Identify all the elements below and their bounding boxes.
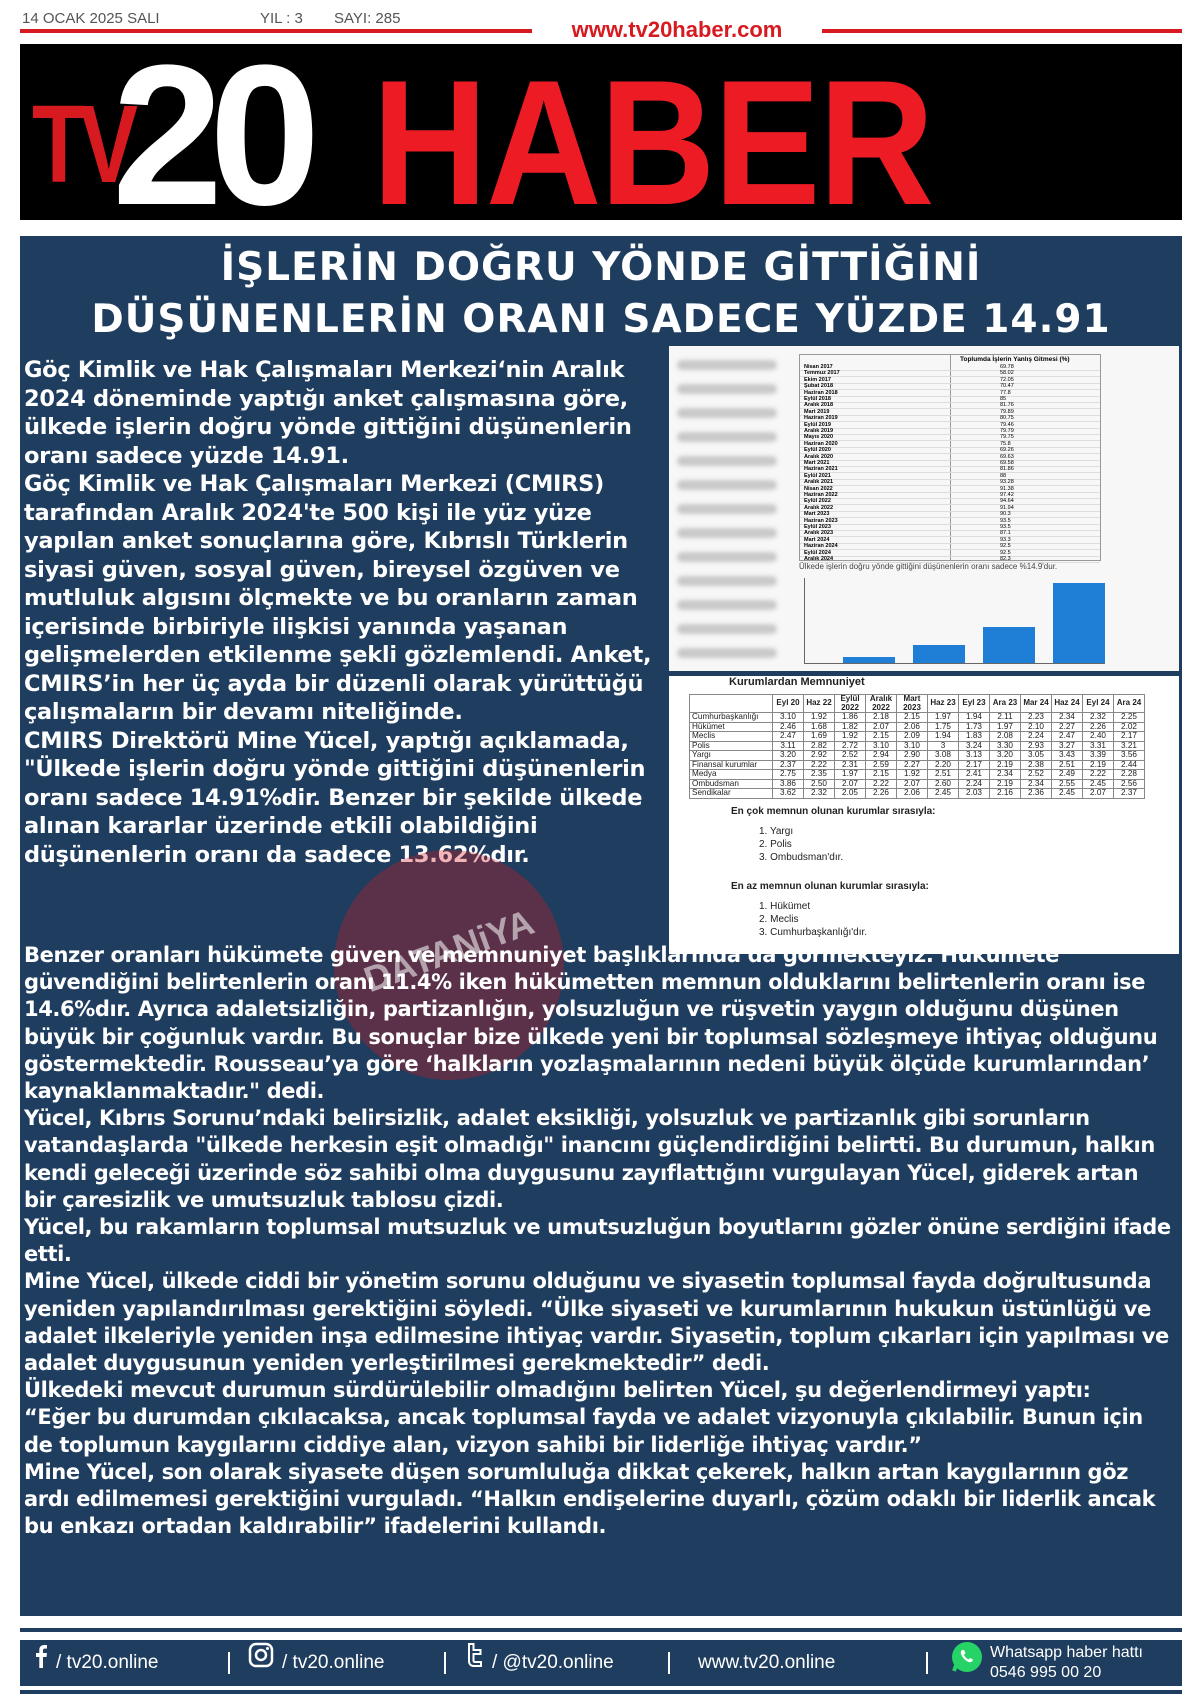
survey-cell: 2.03 <box>959 789 990 799</box>
trend-table <box>799 354 1101 561</box>
survey-cell: 2.15 <box>866 732 897 742</box>
survey-cell: 2.19 <box>990 760 1021 770</box>
trend-figure <box>669 346 1179 671</box>
trend-table-period: Ekim 2017 <box>804 376 831 383</box>
survey-cell: 2.36 <box>1021 789 1052 799</box>
survey-row-label: Cumhurbaşkanlığı <box>690 713 773 723</box>
survey-cell: 2.17 <box>1114 732 1145 742</box>
survey-cell: 2.34 <box>1021 779 1052 789</box>
trend-table-period: Haziran 2022 <box>804 492 838 498</box>
issue-year: YIL : 3 <box>260 10 303 27</box>
trend-bar <box>843 657 895 663</box>
headline <box>20 242 1182 346</box>
trend-table-period: Haziran 2020 <box>804 440 838 447</box>
survey-cell: 2.34 <box>1052 713 1083 723</box>
survey-row <box>690 770 1145 780</box>
trend-table-rule <box>800 421 1100 422</box>
trend-table-period: Mayıs 2020 <box>804 434 834 441</box>
trend-table-value: 69.78 <box>1000 364 1014 370</box>
trend-table-period: Haziran 2021 <box>804 466 838 473</box>
survey-cell: 2.40 <box>1083 732 1114 742</box>
trend-table-value: 75.8 <box>1000 440 1011 447</box>
trend-table-value: 82.3 <box>1000 556 1011 562</box>
survey-cell: 1.97 <box>928 713 959 723</box>
survey-cell: 1.92 <box>804 713 835 723</box>
survey-cell: 2.49 <box>1052 770 1083 780</box>
survey-cell: 2.60 <box>928 779 959 789</box>
survey-cell: 3.08 <box>928 751 959 761</box>
most-item-2: 2. Polis <box>759 839 792 850</box>
trend-table-rule <box>800 396 1100 397</box>
survey-cell: 2.59 <box>866 760 897 770</box>
survey-cell: 2.24 <box>959 779 990 789</box>
survey-cell: 2.52 <box>1021 770 1052 780</box>
survey-cell: 3.21 <box>1114 741 1145 751</box>
trend-table-value: 92.5 <box>1000 549 1011 556</box>
watermark-text: DATANiYA <box>358 900 540 1001</box>
trend-table-value: 85 <box>1000 396 1007 402</box>
survey-cell: 2.05 <box>835 789 866 799</box>
survey-cell: 2.22 <box>804 760 835 770</box>
survey-cell: 2.32 <box>804 789 835 799</box>
trend-table-value: 91.38 <box>1000 485 1014 492</box>
survey-cell: 2.24 <box>1021 732 1052 742</box>
trend-table-value: 93.3 <box>1000 536 1011 543</box>
trend-table-period: Aralık 2021 <box>804 479 834 486</box>
survey-cell: 2.27 <box>1052 722 1083 732</box>
paragraph: Göç Kimlik ve Hak Çalışmaları Merkezi (CMIRS) tarafından Aralık 2024'te 500 kişi ile yüz yüze yapılan anket sonuçlarına göre, Kıbrıslı Türklerin siyasi güven, sosyal güven, bireysel özgüven ve mutluluk algısını ölçmekte ve bu oranların zaman içerisinde birbiriyle ilişkisi yanında yaşanan gelişmelerden etkilenme şekli gözlemlendi. Anket, CMIRS’in her üç ayda bir düzenli olarak yürüttüğü çalışmaların bir devamı niteliğinde. <box>24 471 652 725</box>
survey-cell: 1.92 <box>897 770 928 780</box>
survey-cell: 3.05 <box>1021 751 1052 761</box>
paragraph: “Eğer bu durumdan çıkılacaksa, ancak toplumsal fayda ve adalet vizyonuyla çıkılabilir. Bunun için de toplumun kaygılarını ciddiye alan, vizyon sahibi bir liderliğe ihtiyaç vardır.” <box>24 1405 1143 1457</box>
survey-cell: 1.73 <box>959 722 990 732</box>
survey-row-label: Hükümet <box>690 722 773 732</box>
trend-table-period: Aralık 2020 <box>804 453 834 460</box>
survey-cell: 2.19 <box>1083 760 1114 770</box>
trend-table-rule <box>800 434 1100 435</box>
instagram-icon <box>248 1640 274 1686</box>
trend-table-period: Eylül 2024 <box>804 549 831 556</box>
paragraph: Yücel, bu rakamların toplumsal mutsuzluk ve umutsuzluğun boyutlarını gözler önüne serdiğini ifade etti. <box>24 1215 1171 1267</box>
trend-table-period: Eylül 2022 <box>804 498 831 505</box>
headline-line-1: İŞLERİN DOĞRU YÖNDE GİTTİĞİNİ <box>220 245 982 290</box>
trend-table-period: Aralık 2019 <box>804 428 834 434</box>
survey-cell: 2.82 <box>804 741 835 751</box>
trend-table-value: 79.46 <box>1000 421 1014 428</box>
survey-cell: 2.47 <box>1052 732 1083 742</box>
survey-cell: 2.20 <box>928 760 959 770</box>
issue-number: SAYI: 285 <box>334 10 401 27</box>
trend-table-rule <box>800 402 1100 403</box>
survey-column-header: Eyl 20 <box>773 695 804 713</box>
instagram-link[interactable] <box>248 1640 384 1686</box>
facebook-handle: / tv20.online <box>56 1652 159 1674</box>
trend-table-rule <box>800 485 1100 486</box>
survey-corner <box>690 695 773 713</box>
facebook-icon <box>34 1640 48 1686</box>
survey-cell: 2.51 <box>928 770 959 780</box>
trend-table-period: Mart 2024 <box>804 536 830 543</box>
issue-date: 14 OCAK 2025 SALI <box>22 10 160 27</box>
website-link[interactable]: www.tv20.online <box>698 1652 836 1673</box>
survey-cell: 3.43 <box>1052 751 1083 761</box>
survey-cell: 2.27 <box>897 760 928 770</box>
survey-cell: 2.22 <box>866 779 897 789</box>
survey-cell: 2.18 <box>866 713 897 723</box>
survey-cell: 1.75 <box>928 722 959 732</box>
trend-table-value: 97.42 <box>1000 492 1014 498</box>
trend-bar <box>1053 583 1105 663</box>
trend-table-rule <box>800 472 1100 473</box>
survey-cell: 2.07 <box>866 722 897 732</box>
survey-cell: 1.94 <box>959 713 990 723</box>
survey-cell: 1.94 <box>928 732 959 742</box>
survey-column-header: Eyl 24 <box>1083 695 1114 713</box>
trend-table-period: Mart 2023 <box>804 511 830 518</box>
trend-table-rule <box>800 440 1100 441</box>
trend-table-value: 93.5 <box>1000 524 1011 530</box>
paragraph: Benzer oranları hükümete güven ve memnuniyet başlıklarında da görmekteyiz. Hükümete güvendiğini belirtenlerin oranı 11.4% iken hükümetten memnun olduklarını belirtenlerin oranı ise 14.6%dır. Ayrıca adaletsizliğin, partizanlığın, yolsuzluğun ve rüşvetin yaygın olduğunu düşünen büyük bir çoğunluk vardır. Bu sonuçlar bize ülkede yeni bir toplumsal sözleşmeye ihtiyaç olduğunu göstermektedir. Rousseau’ya göre ‘halkların yozlaşmalarının nedeni büyük ölçüde kurumlarından’ kaynaklanmaktadır." dedi. <box>24 943 1158 1104</box>
trend-bar <box>983 627 1035 663</box>
trend-table-value: 87.1 <box>1000 530 1011 537</box>
survey-cell: 2.45 <box>928 789 959 799</box>
survey-cell: 2.44 <box>1114 760 1145 770</box>
survey-cell: 2.07 <box>897 779 928 789</box>
trend-table-rule <box>800 498 1100 499</box>
trend-table-value: 69.26 <box>1000 447 1014 454</box>
survey-row-label: Yargı <box>690 751 773 761</box>
footer-divider <box>668 1652 670 1674</box>
survey-cell: 2.23 <box>1021 713 1052 723</box>
masthead <box>20 44 1182 220</box>
trend-table-period: Haziran 2018 <box>804 389 838 396</box>
trend-table-rule <box>800 524 1100 525</box>
survey-table <box>689 694 1145 799</box>
footer-divider <box>444 1652 446 1674</box>
paragraph: CMIRS Direktörü Mine Yücel, yaptığı açıklamada, "Ülkede işlerin doğru yönde gittiğini düşünenlerin oranı sadece 14.91%dir. Benzer bir şekilde ülkede alınan kararlar üzerinde etkili olabildiğini düşünenlerin oranı da sadece 13.62%dır. <box>24 727 646 868</box>
trend-table-rule <box>800 543 1100 544</box>
survey-row-label: Meclis <box>690 732 773 742</box>
survey-cell: 3.62 <box>773 789 804 799</box>
trend-table-period: Nisan 2017 <box>804 364 833 370</box>
survey-cell: 2.19 <box>990 779 1021 789</box>
site-url-link[interactable]: www.tv20haber.com <box>532 17 822 43</box>
survey-row <box>690 732 1145 742</box>
paragraph: Göç Kimlik ve Hak Çalışmaları Merkezi‘nin Aralık 2024 döneminde yaptığı anket çalışmasına göre, ülkede işlerin doğru yönde gittiğini düşünenlerin oranı sadece yüzde 14.91. <box>24 357 632 469</box>
survey-cell: 1.69 <box>804 732 835 742</box>
trend-table-rule <box>800 536 1100 537</box>
paragraph: Yücel, Kıbrıs Sorunu’ndaki belirsizlik, adalet eksikliği, yolsuzluk ve partizanlık gibi sorunların vatandaşlarda "ülkede herkesin eşit olmadığı" inancını güçlendirdiğini belirtti. Bu durumun, halkın kendi geleceği üzerinde söz sahibi olma duygusunu zayıflattığını vurgulayan Yücel, giderek artan bir çaresizlik ve umutsuzluk tablosu çizdi. <box>24 1106 1155 1212</box>
trend-table-period: Nisan 2022 <box>804 485 833 492</box>
article-full-text <box>24 942 1174 1540</box>
trend-table-rule <box>800 479 1100 480</box>
survey-cell: 2.52 <box>835 751 866 761</box>
trend-table-value: 69.58 <box>1000 460 1014 466</box>
survey-cell: 3.31 <box>1083 741 1114 751</box>
survey-cell: 3.20 <box>773 751 804 761</box>
survey-cell: 3.56 <box>1114 751 1145 761</box>
survey-cell: 1.83 <box>959 732 990 742</box>
survey-row <box>690 713 1145 723</box>
footer-divider <box>926 1652 928 1674</box>
trend-bar <box>913 645 965 663</box>
least-item-1: 1. Hükümet <box>759 901 811 912</box>
footer-rule <box>20 1628 1182 1632</box>
logo-20: 20 <box>112 44 307 220</box>
twitter-link[interactable] <box>464 1640 614 1686</box>
headline-line-2: DÜŞÜNENLERİN ORANI SADECE YÜZDE 14.91 <box>91 297 1111 342</box>
survey-cell: 2.07 <box>1083 789 1114 799</box>
survey-cell: 1.68 <box>804 722 835 732</box>
paragraph: Mine Yücel, son olarak siyasete düşen sorumluluğa dikkat çekerek, halkın artan kaygılarının göz ardı edilmemesi gerektiğini vurguladı. “Halkın endişelerine duyarlı, çözüm odaklı bir liderlik ancak bu enkazı ortadan kaldırabilir” ifadelerini kullandı. <box>24 1459 1156 1539</box>
footer-bottom-rule <box>20 1690 1182 1694</box>
least-satisfied-title: En az memnun olunan kurumlar sırasıyla: <box>731 881 929 892</box>
survey-cell: 2.06 <box>897 789 928 799</box>
trend-table-rule <box>800 549 1100 550</box>
survey-cell: 2.02 <box>1114 722 1145 732</box>
trend-caption: Ülkede işlerin doğru yönde gittiğini düşünenlerin oranı sadece %14.9'dur. <box>799 562 1058 571</box>
paragraph: Mine Yücel, ülkede ciddi bir yönetim sorunu olduğunu ve siyasetin toplumsal fayda doğrultusunda yeniden yapılandırılması gerektiğini söyledi. “Ülke siyaseti ve kurumlarının hukukun üstünlüğü ve adalet ilkeleriyle yeniden inşa edilmesine ihtiyaç vardır. Siyasetin, toplum çıkarları için yapılması ve adalet duygusunun yeniden yerleştirilmesi gerekmektedir” dedi. <box>24 1269 1169 1376</box>
survey-column-header: Ara 23 <box>990 695 1021 713</box>
trend-table-rule <box>800 453 1100 454</box>
survey-cell: 3.10 <box>897 741 928 751</box>
trend-table-value: 70.47 <box>1000 383 1014 390</box>
facebook-link[interactable] <box>34 1640 158 1686</box>
whatsapp-icon <box>950 1640 984 1692</box>
survey-cell: 2.32 <box>1083 713 1114 723</box>
trend-table-period: Aralık 2024 <box>804 556 834 562</box>
footer-bar <box>20 1640 1182 1686</box>
whatsapp-link[interactable] <box>950 1640 992 1686</box>
trend-table-period: Şubat 2018 <box>804 383 834 390</box>
survey-cell: 2.10 <box>1021 722 1052 732</box>
survey-cell: 2.06 <box>897 722 928 732</box>
survey-column-header: Eylül 2022 <box>835 695 866 713</box>
survey-row-label: Polis <box>690 741 773 751</box>
trend-table-rule <box>800 408 1100 409</box>
survey-cell: 1.97 <box>835 770 866 780</box>
survey-cell: 1.82 <box>835 722 866 732</box>
survey-cell: 2.22 <box>1083 770 1114 780</box>
trend-table-rule <box>800 517 1100 518</box>
survey-column-header: Ara 24 <box>1114 695 1145 713</box>
survey-row-label: Ombudsman <box>690 779 773 789</box>
survey-row-label: Medya <box>690 770 773 780</box>
survey-cell: 2.07 <box>835 779 866 789</box>
trend-table-rule <box>800 492 1100 493</box>
trend-table-rule <box>800 511 1100 512</box>
trend-table-period: Eylül 2020 <box>804 447 831 454</box>
twitter-handle: / @tv20.online <box>492 1652 614 1674</box>
survey-row <box>690 751 1145 761</box>
trend-table-value: 90.3 <box>1000 511 1011 518</box>
survey-cell: 3.30 <box>990 741 1021 751</box>
footer-divider <box>228 1652 230 1674</box>
survey-cell: 1.86 <box>835 713 866 723</box>
survey-title: Kurumlardan Memnuniyet <box>729 676 865 688</box>
trend-table-period: Eylül 2019 <box>804 421 831 428</box>
paragraph: Ülkedeki mevcut durumun sürdürülebilir olmadığını belirten Yücel, şu değerlendirmeyi yaptı: <box>24 1378 1091 1403</box>
logo-haber: HABER <box>372 44 933 220</box>
trend-table-value: 72.05 <box>1000 376 1014 383</box>
least-item-2: 2. Meclis <box>759 914 799 925</box>
trend-table-rule <box>800 460 1100 461</box>
survey-cell: 2.28 <box>1114 770 1145 780</box>
survey-cell: 2.17 <box>959 760 990 770</box>
trend-bar-chart <box>804 578 1105 664</box>
trend-table-value: 93.5 <box>1000 517 1011 524</box>
survey-cell: 2.25 <box>1114 713 1145 723</box>
survey-cell: 2.45 <box>1083 779 1114 789</box>
most-item-1: 1. Yargı <box>759 826 794 837</box>
survey-cell: 2.11 <box>990 713 1021 723</box>
survey-cell: 3.20 <box>990 751 1021 761</box>
trend-table-rule <box>800 466 1100 467</box>
survey-cell: 2.47 <box>773 732 804 742</box>
survey-cell: 2.09 <box>897 732 928 742</box>
survey-cell: 3 <box>928 741 959 751</box>
least-item-3: 3. Cumhurbaşkanlığı'dır. <box>759 927 868 938</box>
survey-column-header: Eyl 23 <box>959 695 990 713</box>
survey-cell: 2.41 <box>959 770 990 780</box>
trend-table-rule <box>800 370 1100 371</box>
trend-table-value: 91.94 <box>1000 504 1014 511</box>
survey-column-header: Mar 24 <box>1021 695 1052 713</box>
survey-cell: 3.86 <box>773 779 804 789</box>
trend-table-rule <box>800 383 1100 384</box>
survey-column-header: Haz 22 <box>804 695 835 713</box>
trend-table-rule <box>800 530 1100 531</box>
survey-cell: 2.51 <box>1052 760 1083 770</box>
survey-cell: 2.55 <box>1052 779 1083 789</box>
survey-cell: 2.50 <box>804 779 835 789</box>
trend-table-period: Haziran 2023 <box>804 517 838 524</box>
trend-table-value: 69.63 <box>1000 453 1014 460</box>
survey-row-label: Finansal kurumlar <box>690 760 773 770</box>
survey-column-header: Mart 2023 <box>897 695 928 713</box>
survey-cell: 2.15 <box>866 770 897 780</box>
trend-table-rule <box>800 389 1100 390</box>
trend-table-value: 79.79 <box>1000 428 1014 434</box>
trend-table-value: 81.76 <box>1000 402 1014 409</box>
trend-table-value: 80.75 <box>1000 415 1014 422</box>
survey-cell: 2.75 <box>773 770 804 780</box>
trend-table-value: 88 <box>1000 472 1007 479</box>
trend-table-period: Temmuz 2017 <box>804 370 840 377</box>
trend-table-value: 92.5 <box>1000 543 1011 550</box>
survey-cell: 2.38 <box>1021 760 1052 770</box>
survey-cell: 2.31 <box>835 760 866 770</box>
trend-table-rule <box>800 415 1100 416</box>
trend-table-rule <box>800 428 1100 429</box>
survey-cell: 2.94 <box>866 751 897 761</box>
survey-column-header: Aralık 2022 <box>866 695 897 713</box>
logo-tv: TV <box>32 83 132 206</box>
instagram-handle: / tv20.online <box>282 1652 385 1674</box>
survey-cell: 3.13 <box>959 751 990 761</box>
trend-table-value: 94.64 <box>1000 498 1014 505</box>
survey-cell: 3.39 <box>1083 751 1114 761</box>
survey-cell: 2.45 <box>1052 789 1083 799</box>
survey-cell: 3.10 <box>773 713 804 723</box>
whatsapp-text <box>990 1643 1143 1683</box>
trend-table-value: 77.8 <box>1000 389 1011 396</box>
blurred-list <box>669 346 789 671</box>
survey-cell: 2.90 <box>897 751 928 761</box>
trend-table-period: Aralık 2018 <box>804 402 834 409</box>
survey-cell: 1.97 <box>990 722 1021 732</box>
trend-table-period: Haziran 2019 <box>804 415 838 422</box>
survey-row-label: Sendikalar <box>690 789 773 799</box>
trend-table-period: Eylül 2023 <box>804 524 831 530</box>
most-satisfied-title: En çok memnun olunan kurumlar sırasıyla: <box>731 806 936 817</box>
trend-table-period: Eylül 2021 <box>804 472 831 479</box>
most-item-3: 3. Ombudsman'dır. <box>759 852 844 863</box>
trend-table-rule <box>800 447 1100 448</box>
whatsapp-number: 0546 995 00 20 <box>990 1664 1102 1681</box>
survey-cell: 3.11 <box>773 741 804 751</box>
trend-table-value: 81.86 <box>1000 466 1014 473</box>
trend-table-period: Mart 2019 <box>804 408 830 415</box>
survey-row <box>690 789 1145 799</box>
survey-cell: 2.15 <box>897 713 928 723</box>
trend-table-period: Eylül 2018 <box>804 396 831 402</box>
whatsapp-label: Whatsapp haber hattı <box>990 1644 1143 1661</box>
survey-cell: 2.92 <box>804 751 835 761</box>
trend-table-period: Mart 2021 <box>804 460 830 466</box>
survey-cell: 2.26 <box>1083 722 1114 732</box>
survey-cell: 2.08 <box>990 732 1021 742</box>
trend-table-rule <box>800 376 1100 377</box>
survey-column-header: Haz 24 <box>1052 695 1083 713</box>
survey-cell: 2.37 <box>1114 789 1145 799</box>
trend-table-value: 58.02 <box>1000 370 1014 377</box>
survey-column-header: Haz 23 <box>928 695 959 713</box>
survey-cell: 2.56 <box>1114 779 1145 789</box>
survey-cell: 2.26 <box>866 789 897 799</box>
survey-cell: 2.35 <box>804 770 835 780</box>
survey-figure <box>669 676 1179 954</box>
survey-cell: 2.16 <box>990 789 1021 799</box>
article-column-text <box>24 356 664 869</box>
survey-cell: 2.72 <box>835 741 866 751</box>
trend-table-value: 79.89 <box>1000 408 1014 415</box>
trend-table-rule <box>800 504 1100 505</box>
survey-cell: 1.92 <box>835 732 866 742</box>
survey-cell: 3.27 <box>1052 741 1083 751</box>
twitter-icon <box>464 1640 484 1686</box>
trend-table-period: Aralık 2022 <box>804 504 834 511</box>
survey-cell: 2.46 <box>773 722 804 732</box>
survey-cell: 3.10 <box>866 741 897 751</box>
survey-cell: 2.37 <box>773 760 804 770</box>
trend-table-value: 93.28 <box>1000 479 1014 486</box>
trend-table-rule <box>800 556 1100 557</box>
trend-table-period: Aralık 2023 <box>804 530 834 537</box>
trend-table-period: Haziran 2024 <box>804 543 838 550</box>
survey-cell: 2.34 <box>990 770 1021 780</box>
survey-cell: 2.93 <box>1021 741 1052 751</box>
survey-cell: 3.24 <box>959 741 990 751</box>
trend-table-header: Toplumda İşlerin Yanlış Gitmesi (%) <box>960 356 1070 363</box>
trend-table-value: 79.75 <box>1000 434 1014 441</box>
